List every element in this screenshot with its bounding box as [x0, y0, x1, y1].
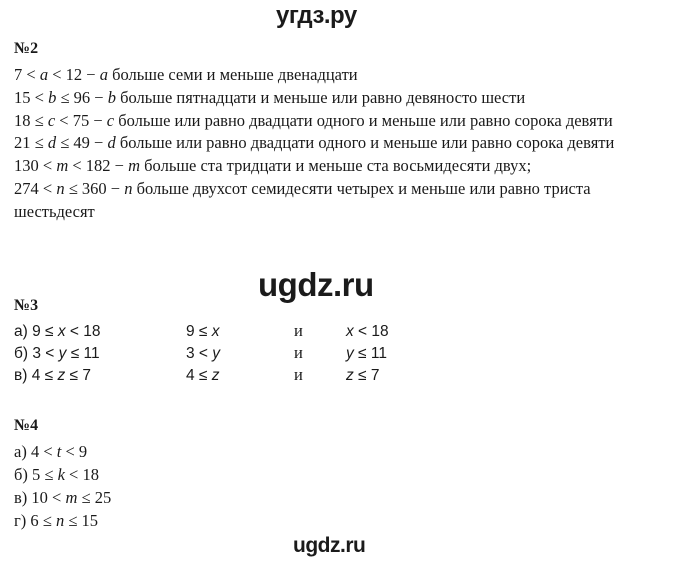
task-3-row-1-label: а) 9 ≤ x < 18	[14, 323, 101, 341]
task-3-row-2-label: б) 3 < y ≤ 11	[14, 345, 100, 363]
watermark-bottom: ugdz.ru	[293, 534, 366, 557]
task-3-row-3-right: z ≤ 7	[346, 367, 380, 385]
task-2-line-1: 7 < a < 12 − a больше семи и меньше двенадцати	[14, 65, 358, 84]
task-3-row-1-right: x < 18	[346, 323, 389, 341]
table-row	[14, 343, 466, 365]
table-row	[14, 365, 466, 387]
task-4-line-3: в) 10 < m ≤ 25	[14, 487, 112, 507]
watermark-center: ugdz.ru	[258, 266, 374, 303]
task-3-row-3-left: 4 ≤ z	[186, 367, 220, 385]
task-2-line-6: 274 < n ≤ 360 − n больше двухсот семидесяти четырех и меньше или равно триста шестьдесят	[14, 178, 591, 221]
task-3-row-3-label: в) 4 ≤ z ≤ 7	[14, 367, 91, 385]
task-3-row-2-right: y ≤ 11	[346, 345, 387, 363]
task-2-line-4: 21 ≤ d ≤ 49 − d больше или равно двадцати одного и меньше или равно сорока девяти	[14, 133, 615, 153]
task-2	[14, 40, 662, 223]
task-2-line-3: 18 ≤ c < 75 − c больше или равно двадцати одного и меньше или равно сорока девяти	[14, 110, 613, 130]
table-row	[14, 321, 466, 343]
task-3-row-2-left: 3 < y	[186, 345, 221, 363]
task-4-line-4: г) 6 ≤ n ≤ 15	[14, 510, 99, 530]
document-body	[14, 40, 662, 534]
task-4-number: №4	[14, 417, 39, 435]
task-3-row-1-and: и	[294, 321, 303, 341]
task-2-line-2: 15 < b ≤ 96 − b больше пятнадцати и меньше или равно девяносто шести	[14, 87, 526, 107]
watermark-top: угдз.ру	[276, 2, 357, 29]
task-2-number: №2	[14, 40, 39, 57]
task-3-row-1-left: 9 ≤ x	[186, 323, 220, 341]
task-3-row-3-and: и	[294, 365, 303, 385]
task-3-table	[14, 321, 466, 387]
task-4-line-2: б) 5 ≤ k < 18	[14, 465, 99, 485]
task-2-line-5: 130 < m < 182 − m больше ста тридцати и меньше ста восьмидесяти двух;	[14, 156, 532, 176]
task-3-row-2-and: и	[294, 343, 303, 363]
task-4	[14, 417, 662, 532]
task-3-number: №3	[14, 297, 39, 315]
task-3	[14, 297, 662, 387]
task-4-line-1: а) 4 < t < 9	[14, 442, 88, 462]
